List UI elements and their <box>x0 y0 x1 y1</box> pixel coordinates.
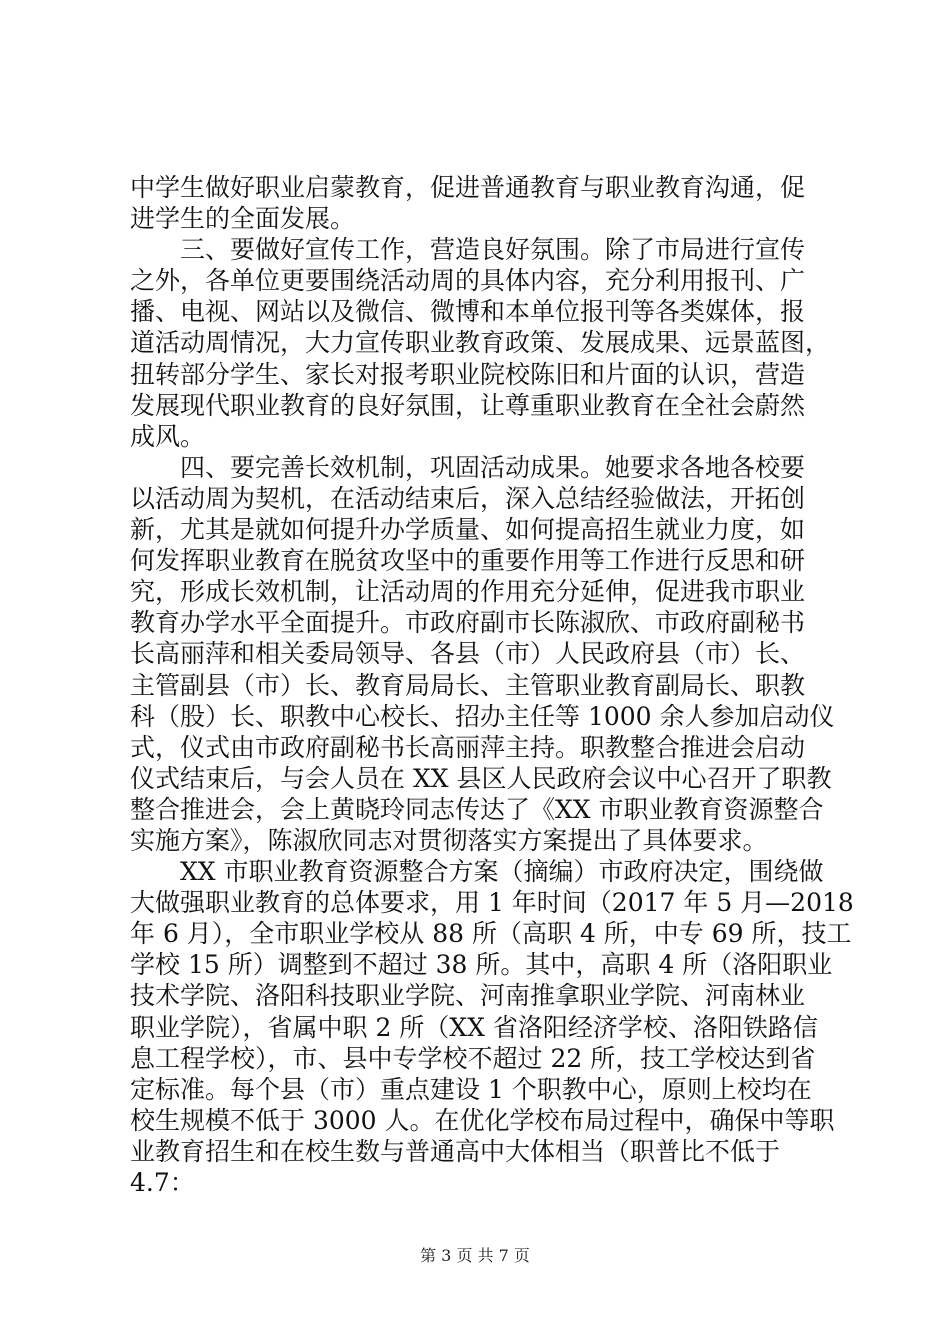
text-line: 之外，各单位更要围绕活动周的具体内容，充分利用报刊、广 <box>130 266 806 296</box>
text-line: 进学生的全面发展。 <box>130 204 356 234</box>
text-line: 业教育招生和在校生数与普通高中大体相当（职普比不低于 <box>130 1136 781 1166</box>
text-line: 长高丽萍和相关委局领导、各县（市）人民政府县（市）长、 <box>130 639 806 669</box>
text-line: 何发挥职业教育在脱贫攻坚中的重要作用等工作进行反思和研 <box>130 546 806 576</box>
text-line: 职业学院），省属中职 2 所（XX 省洛阳经济学校、洛阳铁路信 <box>130 1012 818 1042</box>
text-line: 学校 15 所）调整到不超过 38 所。其中，高职 4 所（洛阳职业 <box>130 950 833 980</box>
text-line: 中学生做好职业启蒙教育，促进普通教育与职业教育沟通，促 <box>130 173 806 202</box>
text-line: 4.7： <box>130 1168 195 1197</box>
text-line: XX 市职业教育资源整合方案（摘编）市政府决定，围绕做 <box>180 857 824 887</box>
text-line: 主管副县（市）长、教育局局长、主管职业教育副局长、职教 <box>130 670 806 700</box>
document-body <box>130 172 854 1198</box>
text-line: 科（股）长、职教中心校长、招办主任等 1000 余人参加启动仪 <box>130 701 835 731</box>
text-line: 三、要做好宣传工作，营造良好氛围。除了市局进行宣传 <box>180 235 806 265</box>
text-line: 校生规模不低于 3000 人。在优化学校布局过程中，确保中等职 <box>130 1105 835 1135</box>
text-line: 仪式结束后，与会人员在 XX 县区人民政府会议中心召开了职教 <box>130 763 832 793</box>
text-line: 究，形成长效机制，让活动周的作用充分延伸，促进我市职业 <box>130 577 806 607</box>
text-line: 成风。 <box>130 421 206 451</box>
text-line: 发展现代职业教育的良好氛围，让尊重职业教育在全社会蔚然 <box>130 390 806 420</box>
text-line: 实施方案》，陈淑欣同志对贯彻落实方案提出了具体要求。 <box>130 825 768 855</box>
text-line: 式，仪式由市政府副秘书长高丽萍主持。职教整合推进会启动 <box>130 732 806 762</box>
text-line: 整合推进会，会上黄晓玲同志传达了《XX 市职业教育资源整合 <box>130 794 824 824</box>
text-line: 以活动周为契机，在活动结束后，深入总结经验做法，开拓创 <box>130 483 806 513</box>
text-line: 道活动周情况，大力宣传职业教育政策、发展成果、远景蓝图， <box>130 328 831 358</box>
text-line: 大做强职业教育的总体要求，用 1 年时间（2017 年 5 月—2018 <box>130 888 854 918</box>
page-footer: 第 3 页 共 7 页 <box>420 1246 530 1265</box>
text-line: 扭转部分学生、家长对报考职业院校陈旧和片面的认识，营造 <box>130 359 806 389</box>
text-line: 四、要完善长效机制，巩固活动成果。她要求各地各校要 <box>180 452 806 482</box>
text-line: 教育办学水平全面提升。市政府副市长陈淑欣、市政府副秘书 <box>130 608 806 638</box>
text-line: 技术学院、洛阳科技职业学院、河南推拿职业学院、河南林业 <box>130 981 806 1011</box>
text-line: 新，尤其是就如何提升办学质量、如何提高招生就业力度，如 <box>130 515 806 545</box>
text-line: 息工程学校），市、县中专学校不超过 22 所，技工学校达到省 <box>130 1043 816 1073</box>
text-line: 播、电视、网站以及微信、微博和本单位报刊等各类媒体，报 <box>130 297 806 327</box>
text-line: 定标准。每个县（市）重点建设 1 个职教中心，原则上校均在 <box>130 1074 812 1104</box>
text-line: 年 6 月），全市职业学校从 88 所（高职 4 所，中专 69 所，技工 <box>130 919 852 949</box>
